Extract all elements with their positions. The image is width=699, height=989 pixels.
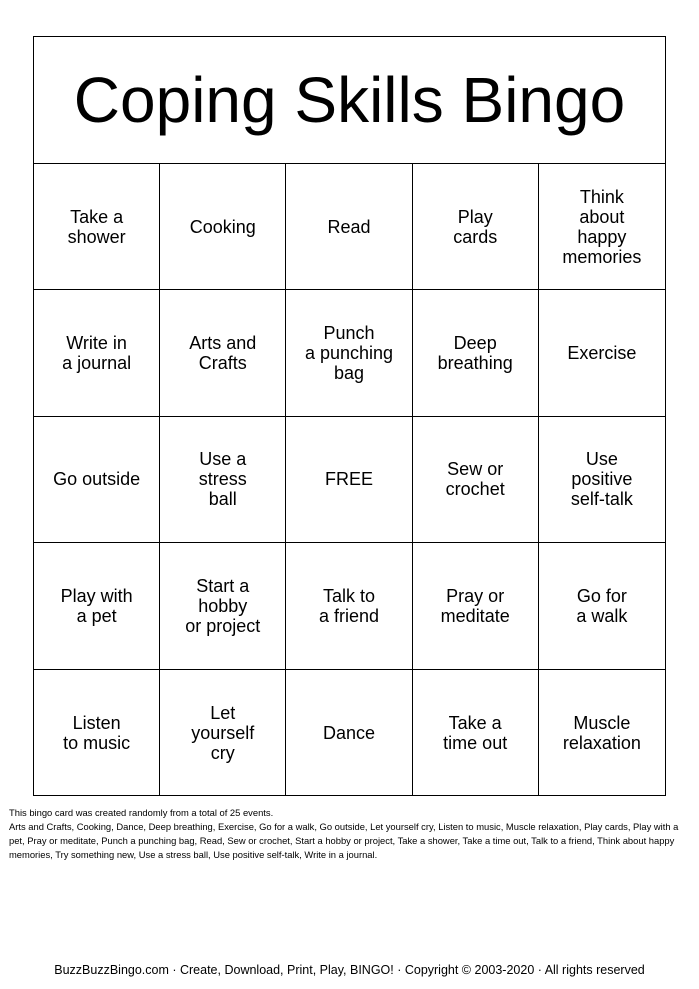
bingo-cell: Pray or meditate xyxy=(413,543,539,669)
bingo-cell: Use positive self-talk xyxy=(539,417,665,543)
card-info xyxy=(9,806,689,862)
bingo-cell: Take a time out xyxy=(413,670,539,796)
bingo-cell: Start a hobby or project xyxy=(160,543,286,669)
bingo-card xyxy=(33,36,666,796)
bingo-cell: Deep breathing xyxy=(413,290,539,416)
bingo-cell: Read xyxy=(286,164,412,290)
card-title: Coping Skills Bingo xyxy=(34,37,665,164)
bingo-cell: Muscle relaxation xyxy=(562,712,641,753)
info-summary: This bingo card was created randomly from a total of 25 events. xyxy=(9,807,274,818)
bingo-cell: Think about happy memories xyxy=(539,164,665,290)
bingo-cell: Let yourself cry xyxy=(160,670,286,796)
bingo-cell: Write in a journal xyxy=(34,290,160,416)
bingo-cell: Take a shower xyxy=(34,164,160,290)
bingo-cell: Go for a walk xyxy=(539,543,665,669)
bingo-grid xyxy=(34,164,665,796)
bingo-cell: Go outside xyxy=(34,417,160,543)
bingo-cell: Dance xyxy=(286,670,412,796)
bingo-cell: Play cards xyxy=(413,164,539,290)
bingo-cell: Use a stress ball xyxy=(160,417,286,543)
bingo-cell: Play with a pet xyxy=(34,543,160,669)
footer-text: BuzzBuzzBingo.com · Create, Download, Print, Play, BINGO! · Copyright © 2003-2020 · All rights reserved xyxy=(54,963,645,977)
bingo-cell: Sew or crochet xyxy=(413,417,539,543)
bingo-cell: Talk to a friend xyxy=(286,543,412,669)
bingo-cell: Punch a punching bag xyxy=(286,290,412,416)
bingo-cell: Cooking xyxy=(160,164,286,290)
bingo-cell: Arts and Crafts xyxy=(160,290,286,416)
info-events: Arts and Crafts, Cooking, Dance, Deep breathing, Exercise, Go for a walk, Go outside, Let yourself cry, Listen to music, Muscle relaxation, Play cards, Play with a pet, Pray or meditate, Punch a punching bag, Read, Sew or crochet, Start a hobby or project, Take a shower, Take a time out, Talk to a friend, Think about happy memories, Try something new, Use a stress ball, Use positive self-talk, Write in a journal. xyxy=(9,821,679,860)
bingo-cell: Exercise xyxy=(539,290,665,416)
bingo-cell: FREE xyxy=(286,417,412,543)
bingo-cell: Listen to music xyxy=(34,670,160,796)
